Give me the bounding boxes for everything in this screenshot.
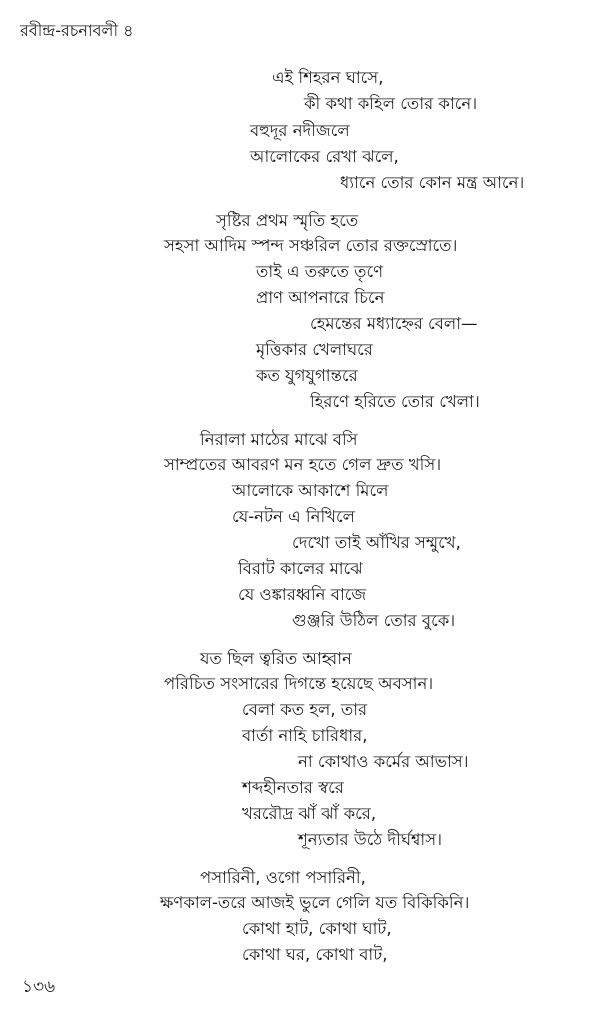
poem-line: শব্দহীনতার স্বরে [242,778,344,797]
poem-line: গুঞ্জরি উঠিল তোর বুকে। [292,611,456,630]
poem-line: নিরালা মাঠের মাঝে বসি [200,430,358,449]
poem-line: আলোকের রেখা ঝলে, [250,147,399,166]
poem-line: দেখো তাই আঁখির সম্মুখে, [292,533,461,552]
poem-line: যত ছিল ত্বরিত আহ্বান [200,649,352,668]
poem-line: কত যুগযুগান্তরে [256,366,358,385]
poem-line: আলোকে আকাশে মিলে [232,481,389,500]
poem-line: বিরাট কালের মাঝে [238,559,363,578]
page-number: ১৩৬ [22,977,56,997]
poem-line: পসারিনী, ওগো পসারিনী, [200,868,366,887]
poem-line: সহসা আদিম স্পন্দ সঞ্চরিল তোর রক্তস্রোতে। [164,236,458,255]
poem-line: পরিচিত সংসারের দিগন্তে হয়েছে অবসান। [164,674,434,693]
poem-line: না কোথাও কর্মের আভাস। [298,752,469,771]
poem-line: এই শিহরন ঘাসে, [272,68,384,87]
poem-line: হিরণে হরিতে তোর খেলা। [310,392,480,411]
poem-line: প্রাণ আপনারে চিনে [256,288,385,307]
poem-line: সৃষ্টির প্রথম স্মৃতি হতে [216,211,359,230]
poem-line: খররৌদ্র ঝাঁ ঝাঁ করে, [242,804,377,823]
poem-line: শূন্যতার উঠে দীর্ঘশ্বাস। [298,830,443,849]
poem-line: কী কথা কহিল তোর কানে। [304,94,478,113]
poem-line: যে ওঙ্কারধ্বনি বাজে [238,585,367,604]
poem-line: ধ্যানে তোর কোন মন্ত্র আনে। [340,173,525,192]
poem-line: বার্তা নাহি চারিধার, [242,726,368,745]
poem-line: ক্ষণকাল-তরে আজই ভুলে গেলি যত বিকিকিনি। [160,893,470,912]
poem-line: হেমন্তের মধ্যাহ্নের বেলা— [310,314,478,333]
running-title: রবীন্দ্র-রচনাবলী ৪ [20,21,134,40]
poem-line: তাই এ তরুতে তৃণে [256,262,384,281]
poem-line: বহুদূর নদীজলে [250,121,350,140]
poem-line: কোথা ঘর, কোথা বাট, [242,945,388,964]
poem-line: কোথা হাট, কোথা ঘাট, [242,919,392,938]
poem-line: যে-নটন এ নিখিলে [232,507,355,526]
poem-line: মৃত্তিকার খেলাঘরে [256,340,373,359]
poem-line: সাম্প্রতের আবরণ মন হতে গেল দ্রুত খসি। [164,455,442,474]
poem-line: বেলা কত হল, তার [242,700,368,719]
